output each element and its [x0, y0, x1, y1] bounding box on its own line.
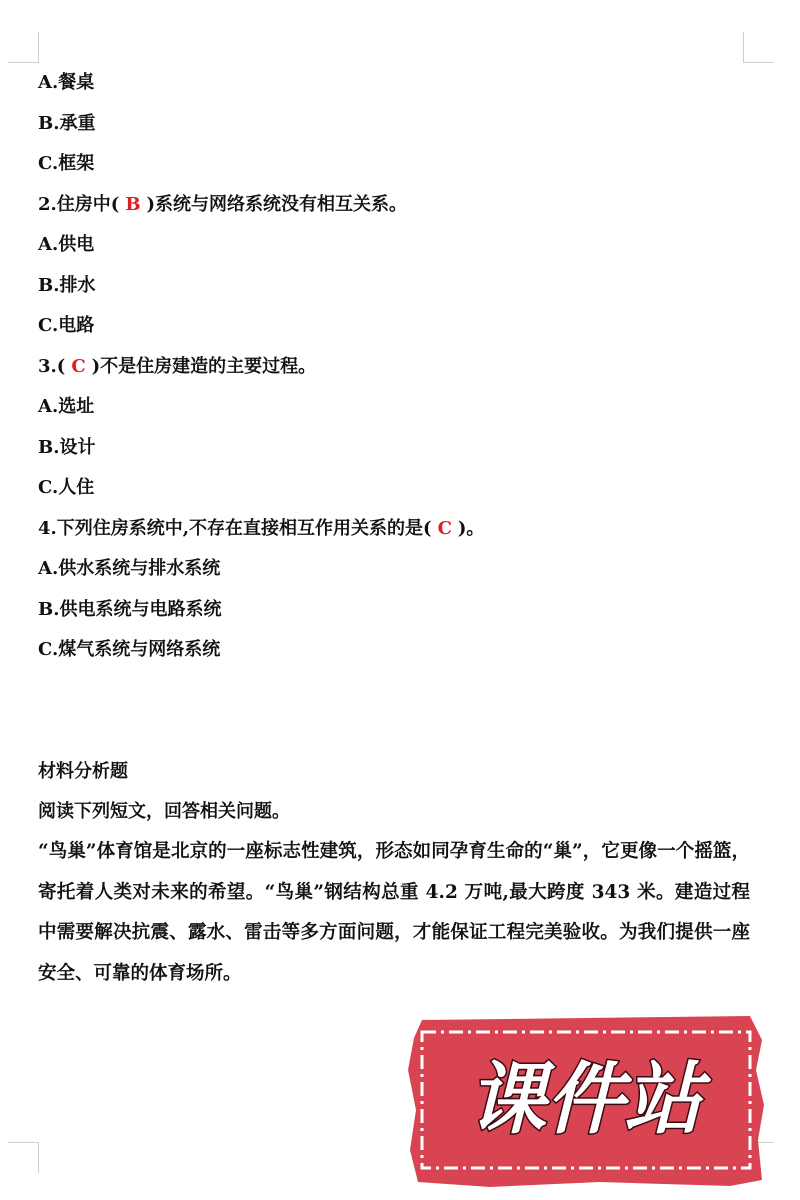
- watermark-text: 课件站: [467, 1055, 703, 1145]
- page-corner-mark: [8, 32, 39, 63]
- q3-option-a: A.选址: [38, 396, 95, 417]
- page-corner-mark: [8, 1142, 39, 1173]
- q2-option-b: B.排水: [38, 275, 96, 296]
- q2-option-a: A.供电: [38, 234, 95, 255]
- q2-option-c: C.电路: [38, 315, 95, 336]
- question-4-stem-end: )。: [457, 518, 485, 539]
- question-2-stem-start: 2.住房中(: [38, 194, 120, 215]
- q1-option-b: B.承重: [38, 113, 96, 134]
- question-2-stem-end: )系统与网络系统没有相互关系。: [146, 194, 408, 215]
- q3-option-c: C.人住: [38, 477, 95, 498]
- question-3-stem-start: 3.(: [38, 356, 66, 377]
- watermark-stamp: [400, 1010, 770, 1190]
- question-2: [38, 193, 407, 217]
- q1-option-a: A.餐桌: [38, 72, 95, 93]
- page-corner-mark: [743, 32, 774, 63]
- question-3: [38, 355, 316, 379]
- q4-option-a: A.供水系统与排水系统: [38, 558, 221, 579]
- question-4: [38, 517, 484, 541]
- question-2-answer: B: [125, 194, 141, 215]
- q4-option-b: B.供电系统与电路系统: [38, 599, 222, 620]
- material-paragraph: “鸟巢”体育馆是北京的一座标志性建筑，形态如同孕育生命的“巢”，它更像一个摇篮，寄托着人类对未来的希望。“鸟巢”钢结构总重 4.2 万吨,最大跨度 343 米。建造过程中需要解决抗震、露水、雷击等多方面问题，才能保证工程完美验收。为我们提供一座安全、可靠的体育场所。: [38, 841, 750, 984]
- question-3-stem-end: )不是住房建造的主要过程。: [91, 356, 317, 377]
- q4-option-c: C.煤气系统与网络系统: [38, 639, 221, 660]
- question-3-answer: C: [71, 356, 86, 377]
- question-4-answer: C: [437, 518, 452, 539]
- material-instruction: 阅读下列短文，回答相关问题。: [38, 801, 290, 822]
- q3-option-b: B.设计: [38, 437, 96, 458]
- q1-option-c: C.框架: [38, 153, 95, 174]
- question-4-stem-start: 4.下列住房系统中,不存在直接相互作用关系的是(: [38, 518, 432, 539]
- material-heading: 材料分析题: [38, 761, 128, 782]
